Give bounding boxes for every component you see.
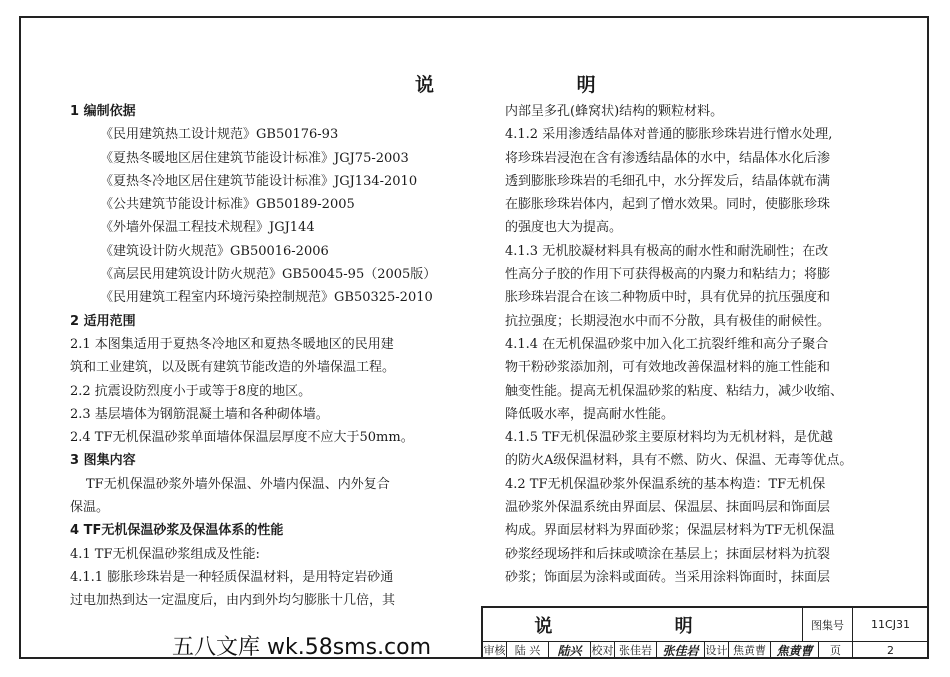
watermark-text: 五八文库 wk.58sms.com — [172, 635, 432, 660]
text-line: 触变性能。提高无机保温砂浆的粘度、粘结力，减少收缩、 — [505, 383, 844, 399]
title-block — [481, 606, 929, 659]
page-label: 页 — [819, 642, 853, 659]
checker-name: 张佳岩 — [615, 642, 657, 659]
review-label: 审核 — [483, 644, 506, 657]
atlas-label: 图集号 — [803, 608, 853, 642]
text-line: TF无机保温砂浆外墙外保温、外墙内保温、内外复合 — [86, 476, 390, 492]
text-line: 在膨胀珍珠岩体内，起到了憎水效果。同时，使膨胀珍珠 — [505, 197, 831, 213]
text-line: 透到膨胀珍珠岩的毛细孔中，水分挥发后，结晶体就布满 — [505, 173, 831, 189]
text-line: 温砂浆外保温系统由界面层、保温层、抹面吗层和饰面层 — [505, 500, 831, 516]
text-line: 《民用建筑热工设计规范》GB50176-93 — [100, 127, 339, 143]
atlas-number: 11CJ31 — [853, 608, 929, 642]
reviewer-signature: 陆兴 — [549, 642, 591, 659]
reviewer-name: 陆 兴 — [507, 642, 549, 659]
text-line: 《外墙外保温工程技术规程》JGJ144 — [100, 220, 315, 236]
text-line: 将珍珠岩浸泡在含有渗透结晶体的水中，结晶体水化后渗 — [505, 150, 831, 166]
text-line: 4.1.4 在无机保温砂浆中加入化工抗裂纤维和高分子聚合 — [505, 336, 829, 352]
section-heading: 2 适用范围 — [70, 313, 136, 329]
text-line: 保温。 — [70, 500, 110, 516]
text-line: 2.4 TF无机保温砂浆单面墙体保温层厚度不应大于50mm。 — [70, 430, 414, 446]
page-number: 2 — [853, 642, 929, 659]
text-line: 《高层民用建筑设计防火规范》GB50045-95（2005版） — [100, 267, 437, 283]
title-block-title: 说 明 — [483, 608, 803, 642]
check-label: 校对 — [591, 644, 614, 657]
text-line: 过电加热到达一定温度后，由内到外均匀膨胀十几倍，其 — [70, 593, 396, 609]
left-column — [70, 100, 455, 613]
text-line: 4.1 TF无机保温砂浆组成及性能: — [70, 546, 260, 562]
text-line: 4.2 TF无机保温砂浆外保温系统的基本构造：TF无机保 — [505, 476, 826, 492]
text-line: 的防火A级保温材料，具有不燃、防火、保温、无毒等优点。 — [505, 453, 853, 469]
text-line: 2.2 抗震设防烈度小于或等于8度的地区。 — [70, 383, 312, 399]
design-label: 设计 — [705, 644, 728, 657]
text-line: 《夏热冬暖地区居住建筑节能设计标准》JGJ75-2003 — [100, 150, 409, 166]
text-line: 抗拉强度；长期浸泡水中而不分散，具有极佳的耐候性。 — [505, 313, 831, 329]
text-line: 4.1.5 TF无机保温砂浆主要原材料均为无机材料，是优越 — [505, 430, 833, 446]
text-line: 构成。界面层材料为界面砂浆；保温层材料为TF无机保温 — [505, 523, 835, 539]
text-line: 《公共建筑节能设计标准》GB50189-2005 — [100, 197, 355, 213]
section-heading: 4 TF无机保温砂浆及保温体系的性能 — [70, 523, 284, 539]
text-line: 降低吸水率，提高耐水性能。 — [505, 406, 675, 422]
text-line: 的强度也大为提高。 — [505, 220, 623, 236]
checker-signature: 张佳岩 — [657, 642, 705, 659]
text-line: 《夏热冬冷地区居住建筑节能设计标准》JGJ134-2010 — [100, 173, 418, 189]
text-line: 《民用建筑工程室内环境污染控制规范》GB50325-2010 — [100, 290, 433, 306]
text-line: 4.1.3 无机胶凝材料具有极高的耐水性和耐洗刷性；在改 — [505, 243, 829, 259]
designer-name: 焦黄曹 — [729, 642, 771, 659]
text-line: 2.1 本图集适用于夏热冬冷地区和夏热冬暖地区的民用建 — [70, 336, 394, 352]
page-title: 说 明 — [415, 74, 664, 96]
section-heading: 3 图集内容 — [70, 453, 136, 469]
text-line: 胀珍珠岩混合在该二种物质中时，具有优异的抗压强度和 — [505, 290, 831, 306]
right-column — [505, 100, 885, 589]
text-line: 2.3 基层墙体为钢筋混凝土墙和各种砌体墙。 — [70, 406, 329, 422]
text-line: 4.1.2 采用渗透结晶体对普通的膨胀珍珠岩进行憎水处理, — [505, 127, 833, 143]
designer-signature: 焦黄曹 — [771, 642, 819, 659]
text-line: 砂浆经现场拌和后抹或喷涂在基层上；抹面层材料为抗裂 — [505, 546, 831, 562]
text-line: 物干粉砂浆添加剂，可有效地改善保温材料的施工性能和 — [505, 360, 831, 376]
section-heading: 1 编制依据 — [70, 104, 136, 119]
text-line: 4.1.1 膨胀珍珠岩是一种轻质保温材料，是用特定岩砂通 — [70, 569, 394, 585]
text-line: 内部呈多孔(蜂窝状)结构的颗粒材料。 — [505, 104, 724, 119]
text-line: 筑和工业建筑，以及既有建筑节能改造的外墙保温工程。 — [70, 360, 396, 376]
text-line: 砂浆；饰面层为涂料或面砖。当采用涂料饰面时，抹面层 — [505, 569, 831, 585]
text-line: 《建筑设计防火规范》GB50016-2006 — [100, 243, 329, 259]
text-line: 性高分子胶的作用下可获得极高的内聚力和粘结力；将膨 — [505, 267, 831, 283]
